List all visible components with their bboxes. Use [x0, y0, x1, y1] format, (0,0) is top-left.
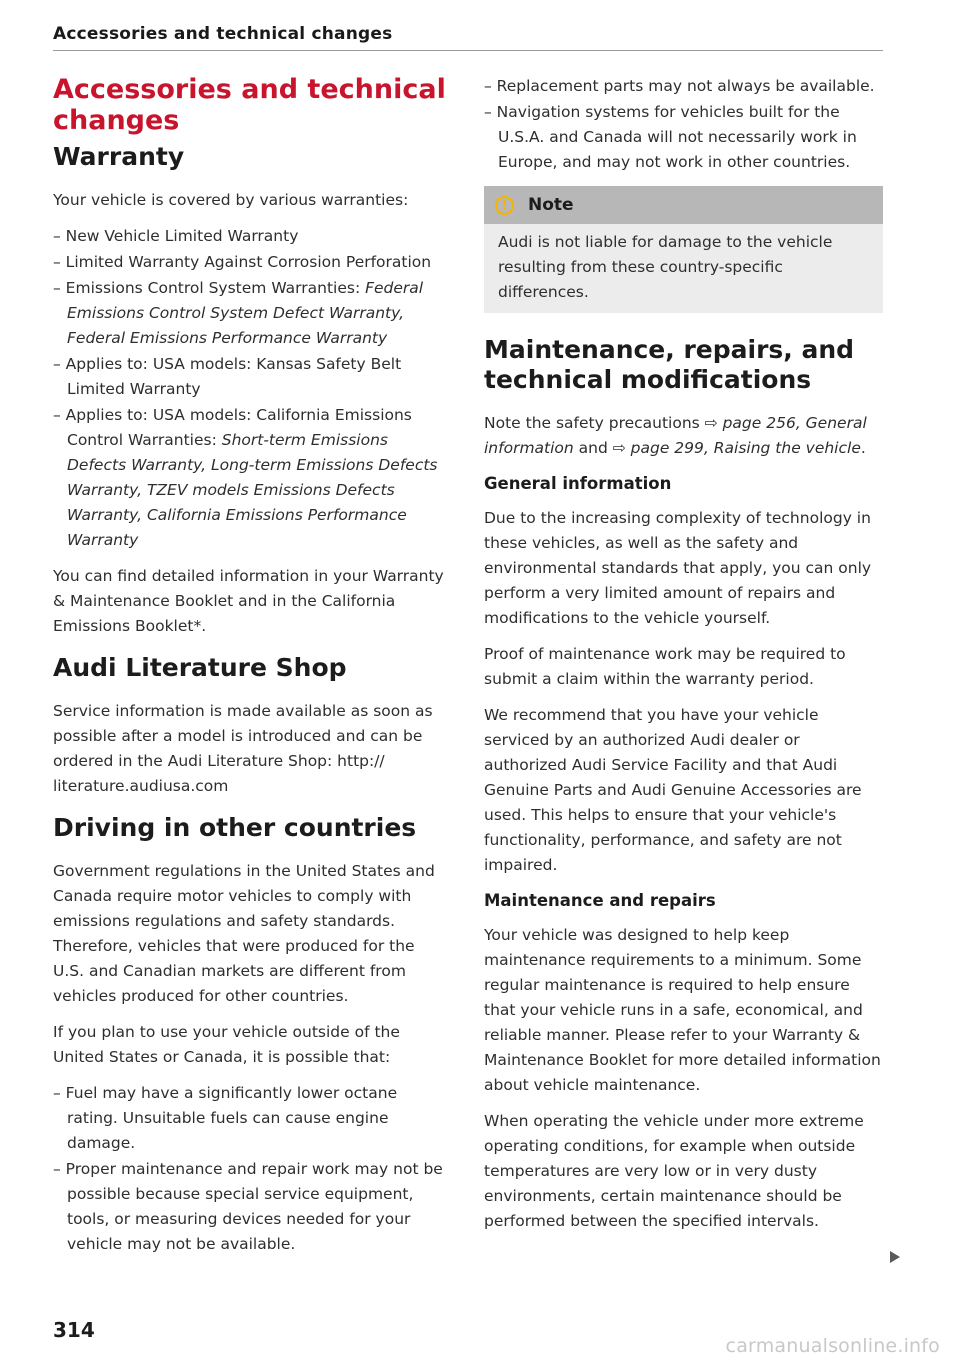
- list-item-text: – Applies to: USA models: California Emissions Control Warranties:: [53, 406, 412, 449]
- list-item: [53, 403, 450, 553]
- list-item: – Fuel may have a significantly lower octane rating. Unsuitable fuels can cause engine damage.: [53, 1084, 398, 1152]
- country-list-continued: [484, 74, 883, 175]
- note-text: Audi is not liable for damage to the vehicle resulting from these country-specific differences.: [498, 233, 833, 301]
- list-item: – Navigation systems for vehicles built for the U.S.A. and Canada will not necessarily work in Europe, and may not work in other countries.: [484, 103, 857, 171]
- warranty-list: [53, 224, 450, 553]
- literature-heading: Audi Literature Shop: [53, 653, 347, 682]
- list-item-italic: Federal Emissions Control System Defect Warranty, Federal Emissions Performance Warranty: [67, 279, 424, 347]
- repairs-paragraph-2: When operating the vehicle under more extreme operating conditions, for example when outside temperatures are very low or in very dusty environments, certain maintenance should be performed between the specified intervals.: [484, 1112, 864, 1230]
- list-item-italic: Short-term Emissions Defects Warranty, Long-term Emissions Defects Warranty, TZEV models Emissions Defects Warranty, California Emissions Performance Warranty: [67, 431, 438, 549]
- warranty-outro: You can find detailed information in your Warranty & Maintenance Booklet and in the California Emissions Booklet*.: [53, 567, 444, 635]
- literature-text: Service information is made available as soon as possible after a model is introduced and can be ordered in the Audi Literature Shop: http:// literature.audiusa.com: [53, 702, 433, 795]
- list-item: – Proper maintenance and repair work may not be possible because special service equipment, tools, or measuring devices needed for your vehicle may not be available.: [53, 1160, 443, 1253]
- list-item: – Limited Warranty Against Corrosion Perforation: [53, 253, 432, 271]
- note-header: [484, 186, 883, 224]
- page-299-link[interactable]: ⇨ page 299, Raising the vehicle: [612, 439, 861, 457]
- right-column: [484, 74, 883, 1245]
- note-title: Note: [528, 195, 574, 215]
- warranty-heading: Warranty: [53, 142, 185, 171]
- page-number: 314: [53, 1318, 95, 1342]
- maintenance-heading: Maintenance, repairs, and technical modifications: [484, 335, 855, 394]
- exclamation-icon: !: [495, 196, 514, 215]
- left-column: [53, 74, 450, 1268]
- running-header: Accessories and technical changes: [53, 24, 883, 51]
- list-item: – Applies to: USA models: Kansas Safety Belt Limited Warranty: [53, 355, 402, 398]
- continue-arrow-icon: [890, 1251, 900, 1263]
- page-256-link[interactable]: ⇨ page 256, General information: [484, 414, 867, 457]
- repairs-paragraph-1: Your vehicle was designed to help keep maintenance requirements to a minimum. Some regular maintenance is required to help ensure that your vehicle runs in a safe, economical, and reliable manner. Please refer to your Warranty & Maintenance Booklet for more detailed information about vehicle maintenance.: [484, 926, 881, 1094]
- watermark: carmanualsonline.info: [725, 1335, 940, 1357]
- list-item: [53, 276, 450, 351]
- driving-paragraph-1: Government regulations in the United States and Canada require motor vehicles to comply with emissions regulations and safety standards. Therefore, vehicles that were produced for the U.S. and Canadian markets are different from vehicles produced for other countries.: [53, 862, 435, 1005]
- general-paragraph-2: Proof of maintenance work may be required to submit a claim within the warranty period.: [484, 645, 846, 688]
- list-item: – New Vehicle Limited Warranty: [53, 227, 299, 245]
- driving-paragraph-2: If you plan to use your vehicle outside of the United States or Canada, it is possible that:: [53, 1023, 400, 1066]
- chapter-title: Accessories and technical changes: [53, 74, 446, 136]
- driving-heading: Driving in other countries: [53, 813, 417, 842]
- repairs-heading: Maintenance and repairs: [484, 891, 716, 910]
- driving-list: [53, 1081, 450, 1257]
- reference-and: and: [573, 439, 613, 457]
- general-paragraph-3: We recommend that you have your vehicle serviced by an authorized Audi dealer or authorized Audi Service Facility and that Audi Genuine Parts and Audi Genuine Accessories are used. This helps to ensure that your vehicle's functionality, performance, and safety are not impaired.: [484, 706, 862, 874]
- reference-prefix: Note the safety precautions: [484, 414, 705, 432]
- note-box: [484, 186, 883, 313]
- warranty-intro: Your vehicle is covered by various warranties:: [53, 191, 409, 209]
- note-body: [484, 224, 883, 309]
- list-item-text: – Emissions Control System Warranties:: [53, 279, 366, 297]
- general-paragraph-1: Due to the increasing complexity of technology in these vehicles, as well as the safety and environmental standards that apply, you can only perform a very limited amount of repairs and modifications to the vehicle yourself.: [484, 509, 872, 627]
- reference-suffix: .: [860, 439, 866, 457]
- list-item: – Replacement parts may not always be available.: [484, 77, 875, 95]
- safety-reference: [484, 411, 883, 461]
- general-info-heading: General information: [484, 474, 672, 493]
